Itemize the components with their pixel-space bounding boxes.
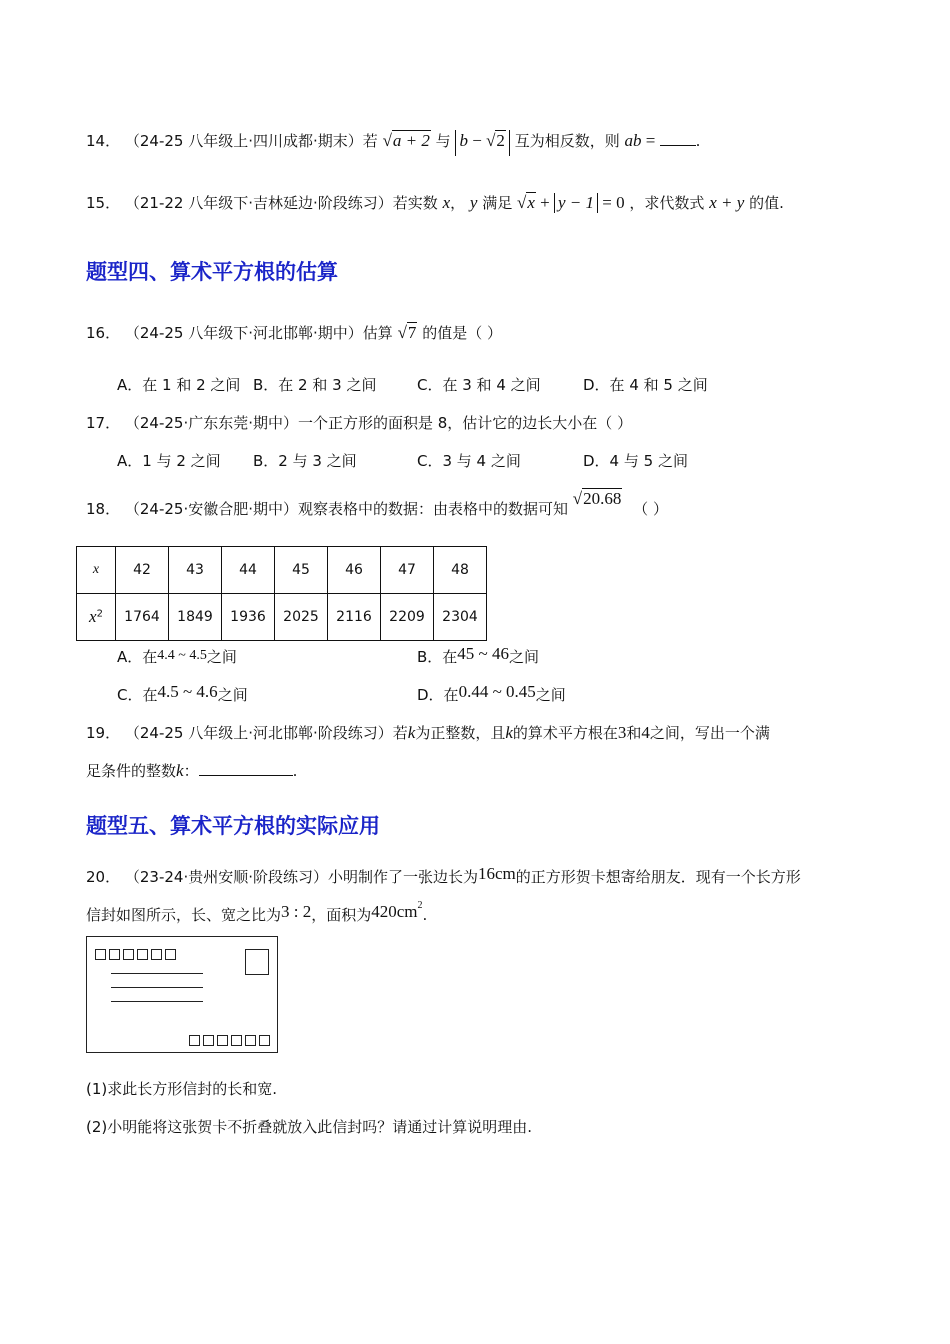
option-b[interactable]: B．在 2 和 3 之间: [253, 376, 377, 394]
question-number: 17．: [86, 414, 121, 432]
question-text: 信封如图所示，长、宽之比为: [86, 906, 282, 924]
table-cell: 45: [275, 547, 328, 594]
question-text: （21-22 八年级下·吉林延边·阶段练习）若实数: [124, 194, 438, 212]
table-cell: 48: [434, 547, 487, 594]
var-k: k: [176, 761, 184, 780]
var-k: k: [505, 723, 513, 742]
equation: √x + y − 1 = 0: [517, 193, 625, 212]
question-16: [86, 322, 502, 343]
address-line: [111, 973, 203, 974]
sqrt-expression: √7: [397, 323, 417, 342]
abs-expression: y − 1: [554, 193, 598, 213]
sqrt-expression: √20.68: [572, 489, 622, 508]
option-c[interactable]: [117, 684, 248, 705]
number-3: 3: [617, 723, 627, 742]
question-text: （24-25 八年级下·河北邯郸·期中）估算: [124, 324, 393, 342]
question-17: [86, 412, 632, 433]
question-14: [86, 130, 700, 156]
address-line: [111, 987, 203, 988]
option-d[interactable]: D．4 与 5 之间: [583, 452, 688, 470]
ratio: 3 : 2: [281, 902, 312, 921]
question-text: 与: [435, 132, 451, 150]
question-text: ，求代数式: [629, 194, 705, 212]
option-a[interactable]: [117, 646, 237, 667]
option-range: 45 ~ 46: [457, 644, 509, 663]
postcode-boxes: [189, 1032, 273, 1050]
question-number: 14．: [86, 132, 121, 150]
question-text: （24-25 八年级上·四川成都·期末）若: [124, 132, 378, 150]
section-heading-4: 题型四、算术平方根的估算: [86, 260, 338, 284]
option-label: D．在: [417, 686, 459, 704]
radicand: x: [527, 193, 535, 212]
plus: +: [535, 193, 555, 212]
option-label: 之间: [217, 686, 248, 704]
exponent: 2: [96, 608, 103, 620]
option-a[interactable]: A．1 与 2 之间: [117, 452, 221, 470]
var-y: y: [469, 193, 478, 212]
question-text: 和: [626, 724, 642, 742]
var-x: x: [442, 193, 451, 212]
table-cell: 2304: [434, 594, 487, 641]
option-range: 0.44 ~ 0.45: [458, 682, 536, 701]
question-20-line2: [86, 900, 428, 925]
question-number: 18．: [86, 500, 121, 518]
question-20: [86, 866, 801, 887]
radicand: 20.68: [583, 489, 622, 508]
question-text: 的正方形贺卡想寄给朋友．现有一个长方形: [515, 868, 801, 886]
minus: −: [467, 131, 487, 150]
question-text: 满足: [482, 194, 513, 212]
option-label: 之间: [535, 686, 566, 704]
question-text: ，面积为: [311, 906, 372, 924]
subquestion-1: (1)求此长方形信封的长和宽.: [86, 1080, 278, 1098]
table-cell: 2025: [275, 594, 328, 641]
colon: ：: [183, 762, 199, 780]
var-ab: ab: [624, 131, 642, 150]
option-label: B．在: [417, 648, 458, 666]
option-label: C．在: [117, 686, 158, 704]
question-text: （24-25 八年级上·河北邯郸·阶段练习）若: [124, 724, 408, 742]
row-label-x: x: [77, 547, 116, 594]
row-label-x-squared: [77, 594, 116, 641]
option-label: A．在: [117, 648, 158, 666]
question-text: （24-25·安徽合肥·期中）观察表格中的数据：由表格中的数据可知: [124, 500, 569, 518]
option-b[interactable]: B．2 与 3 之间: [253, 452, 357, 470]
question-15: [86, 192, 784, 213]
number-4: 4: [641, 723, 650, 742]
option-c[interactable]: C．在 3 和 4 之间: [417, 376, 541, 394]
question-number: 20．: [86, 868, 121, 886]
option-b[interactable]: [417, 646, 539, 667]
table-cell: 47: [381, 547, 434, 594]
question-text: 的值是（ ）: [422, 324, 502, 342]
exponent: 2: [417, 900, 423, 911]
question-text: （24-25·广东东莞·期中）一个正方形的面积是 8，估计它的边长大小在（ ）: [124, 414, 633, 432]
question-19: [86, 722, 770, 743]
option-range: 4.4 ~ 4.5: [157, 648, 207, 663]
question-text: 为正整数，且: [415, 724, 506, 742]
side-length: 16cm: [478, 864, 516, 883]
answer-blank[interactable]: [660, 131, 696, 146]
section-heading-5: 题型五、算术平方根的实际应用: [86, 814, 380, 838]
option-label: 之间: [509, 648, 540, 666]
table-row: [77, 594, 487, 641]
var-x: x: [89, 607, 97, 626]
answer-blank[interactable]: [199, 761, 293, 776]
comma: ，: [450, 194, 466, 212]
table-row: [77, 547, 487, 594]
subquestion-2: (2)小明能将这张贺卡不折叠就放入此信封吗？请通过计算说明理由.: [86, 1118, 533, 1136]
question-number: 16．: [86, 324, 121, 342]
stamp-box: [245, 949, 269, 975]
table-cell: 1936: [222, 594, 275, 641]
period: .: [292, 762, 298, 780]
abs-expression: b − √2: [455, 130, 509, 156]
postcode-boxes: [95, 946, 179, 964]
question-18: [86, 489, 668, 519]
period: .: [422, 906, 428, 924]
question-text: 之间，写出一个满: [649, 724, 770, 742]
expression: x + y: [709, 193, 745, 212]
period: .: [695, 132, 701, 150]
envelope-figure: [86, 936, 278, 1053]
option-a[interactable]: A．在 1 和 2 之间: [117, 376, 241, 394]
question-text: （23-24·贵州安顺·阶段练习）小明制作了一张边长为: [124, 868, 478, 886]
option-label: 之间: [206, 648, 237, 666]
radicand: 2: [496, 131, 505, 150]
question-text: 的算术平方根在: [512, 724, 618, 742]
question-text: 的值.: [749, 194, 784, 212]
address-line: [111, 1001, 203, 1002]
radicand: a + 2: [392, 131, 430, 150]
question-number: 15．: [86, 194, 121, 212]
option-d[interactable]: D．在 4 和 5 之间: [583, 376, 708, 394]
table-cell: 42: [116, 547, 169, 594]
var-b: b: [459, 131, 468, 150]
equals-zero: = 0: [598, 193, 625, 212]
answer-paren: （ ）: [633, 500, 668, 518]
var-k: k: [407, 723, 416, 742]
equals: =: [641, 131, 660, 150]
option-d[interactable]: [417, 684, 566, 705]
table-cell: 2209: [381, 594, 434, 641]
option-c[interactable]: C．3 与 4 之间: [417, 452, 521, 470]
option-range: 4.5 ~ 4.6: [157, 682, 218, 701]
radicand: 7: [407, 323, 417, 342]
sqrt-expression: √a + 2: [382, 131, 430, 150]
data-table: [76, 546, 487, 641]
question-text: 足条件的整数: [86, 762, 177, 780]
question-number: 19．: [86, 724, 121, 742]
table-cell: 1764: [116, 594, 169, 641]
table-cell: 2116: [328, 594, 381, 641]
table-cell: 1849: [169, 594, 222, 641]
table-cell: 46: [328, 547, 381, 594]
table-cell: 44: [222, 547, 275, 594]
area: 420cm: [371, 902, 418, 921]
question-text: 互为相反数，则: [514, 132, 620, 150]
table-cell: 43: [169, 547, 222, 594]
question-19-line2: [86, 760, 297, 781]
